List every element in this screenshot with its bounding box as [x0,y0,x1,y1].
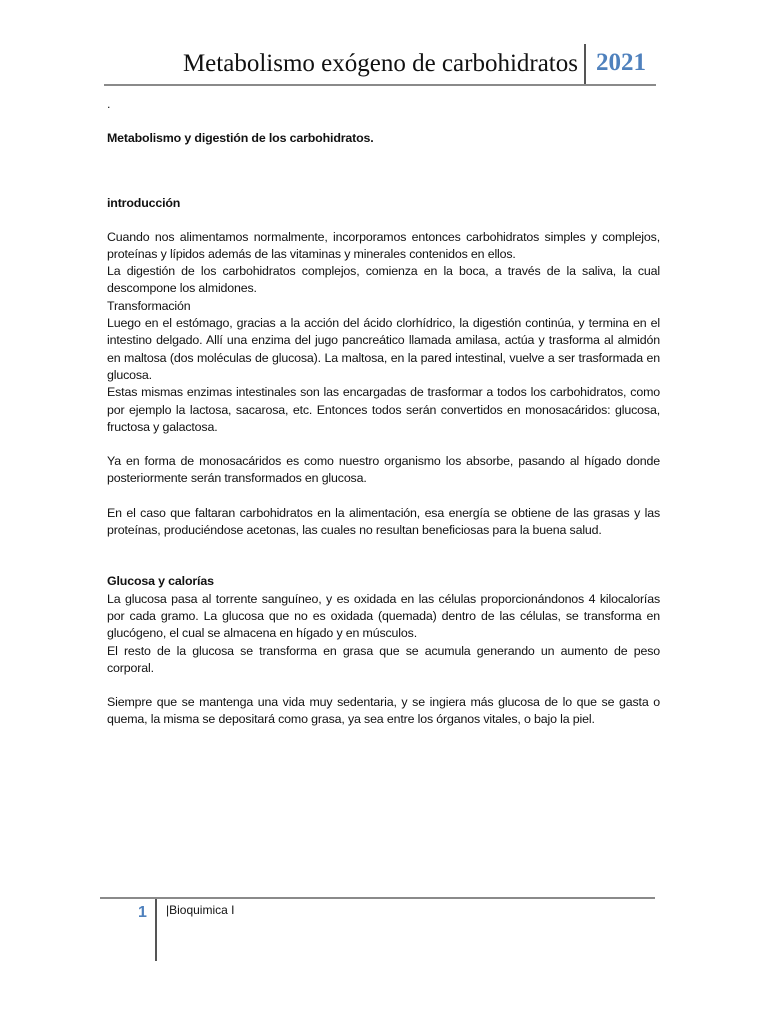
header-year: 2021 [596,49,646,76]
paragraph-digestion-mouth: La digestión de los carbohidratos complejos, comienza en la boca, a través de la saliva, la cual descompone los almidones. [107,264,660,296]
footer-text: |Bioquimica I [166,903,235,917]
paragraph-enzymes: Estas mismas enzimas intestinales son las encargadas de trasformar a todos los carbohidratos, como por ejemplo la lactosa, sacarosa, etc. Entonces todos serán convertidos en monosacáridos: glucosa, fructosa y galactosa. [107,385,660,434]
page-header [104,40,656,86]
header-separator [584,44,586,84]
document-body [107,96,660,729]
document-title: Metabolismo y digestión de los carbohidratos. [107,131,374,145]
paragraph-absorption: Ya en forma de monosacáridos es como nuestro organismo los absorbe, pasando al hígado donde posteriormente serán transformados en glucosa. [107,454,660,486]
paragraph-sedentary: Siempre que se mantenga una vida muy sedentaria, y se ingiera más glucosa de lo que se gasta o quema, la misma se depositará como grasa, ya sea entre los órganos vitales, o bajo la piel. [107,695,660,727]
paragraph-stomach: Luego en el estómago, gracias a la acción del ácido clorhídrico, la digestión continúa, y termina en el intestino delgado. Allí una enzima del jugo pancreático llamada amilasa, actúa y trasforma al almidón en maltosa (dos moléculas de glucosa). La maltosa, en la pared intestinal, vuelve a ser trasformada en glucosa. [107,316,660,382]
glucose-heading: Glucosa y calorías [107,574,214,589]
footer-rule [100,897,655,899]
header-title: Metabolismo exógeno de carbohidratos [182,50,578,77]
transform-heading: Transformación [107,298,191,313]
intro-heading: introducción [107,196,181,211]
paragraph-fat: El resto de la glucosa se transforma en grasa que se acumula generando un aumento de peso corporal. [107,643,660,675]
page-number: 1 [138,904,147,921]
paragraph-lack: En el caso que faltaran carbohidratos en la alimentación, esa energía se obtiene de las grasas y las proteínas, produciéndose acetonas, las cuales no resultan beneficiosas para la buena salud. [107,505,660,538]
footer-separator [155,899,157,961]
stray-mark: . [107,97,111,111]
paragraph-glucose: La glucosa pasa al torrente sanguíneo, y es oxidada en las células proporcionándonos 4 kilocalorías por cada gramo. La glucosa que no es oxidada (quemada) dentro de las células, se transforma en glucógeno, el cual se almacena en hígado y en músculos. [107,591,660,641]
paragraph-intro: Cuando nos alimentamos normalmente, incorporamos entonces carbohidratos simples y complejos, proteínas y lípidos además de las vitaminas y minerales contenidos en ellos. [107,229,660,261]
